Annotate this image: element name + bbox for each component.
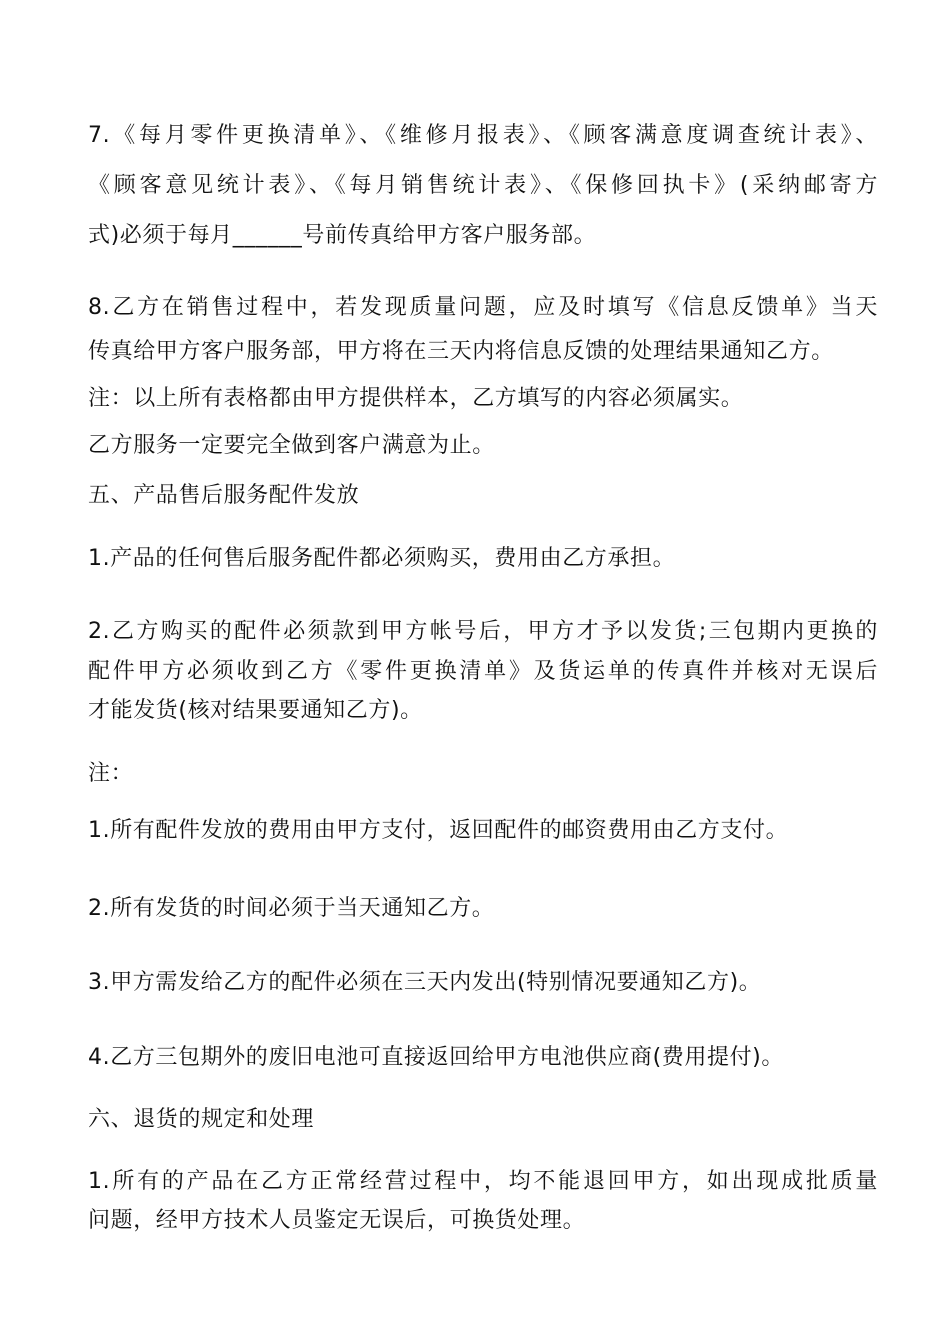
section-5-item-2-line-1: 2.乙方购买的配件必须款到甲方帐号后，甲方才予以发货;三包期内更换的	[88, 619, 878, 644]
paragraph-7-line-3: 式)必须于每月______号前传真给甲方客户服务部。	[88, 223, 597, 248]
section-5-item-2-line-3: 才能发货(核对结果要通知乙方)。	[88, 698, 423, 723]
paragraph-7-line-2: 《顾客意见统计表》、《每月销售统计表》、《保修回执卡》(采纳邮寄方	[88, 173, 878, 198]
section-5-item-2-line-2: 配件甲方必须收到乙方《零件更换清单》及货运单的传真件并核对无误后	[88, 659, 878, 684]
note-heading: 注：	[88, 761, 134, 786]
note-line: 注：以上所有表格都由甲方提供样本，乙方填写的内容必须属实。	[88, 386, 744, 411]
paragraph-8-line-2: 传真给甲方客户服务部，甲方将在三天内将信息反馈的处理结果通知乙方。	[88, 339, 834, 364]
section-5-heading: 五、产品售后服务配件发放	[88, 483, 360, 508]
note-item-3: 3.甲方需发给乙方的配件必须在三天内发出(特别情况要通知乙方)。	[88, 970, 762, 995]
section-6-item-1-line-2: 问题，经甲方技术人员鉴定无误后，可换货处理。	[88, 1208, 586, 1233]
paragraph-8-line-1: 8.乙方在销售过程中，若发现质量问题，应及时填写《信息反馈单》当天	[88, 295, 878, 320]
note-item-4: 4.乙方三包期外的废旧电池可直接返回给甲方电池供应商(费用提付)。	[88, 1045, 784, 1070]
paragraph-7-line-1: 7.《每月零件更换清单》、《维修月报表》、《顾客满意度调查统计表》、	[88, 123, 878, 148]
service-statement-line: 乙方服务一定要完全做到客户满意为止。	[88, 433, 495, 458]
section-6-item-1-line-1: 1.所有的产品在乙方正常经营过程中，均不能退回甲方，如出现成批质量	[88, 1169, 878, 1194]
section-5-item-1: 1.产品的任何售后服务配件都必须购买，费用由乙方承担。	[88, 546, 676, 571]
note-item-2: 2.所有发货的时间必须于当天通知乙方。	[88, 896, 495, 921]
note-item-1: 1.所有配件发放的费用由甲方支付，返回配件的邮资费用由乙方支付。	[88, 818, 789, 843]
section-6-heading: 六、退货的规定和处理	[88, 1107, 315, 1132]
